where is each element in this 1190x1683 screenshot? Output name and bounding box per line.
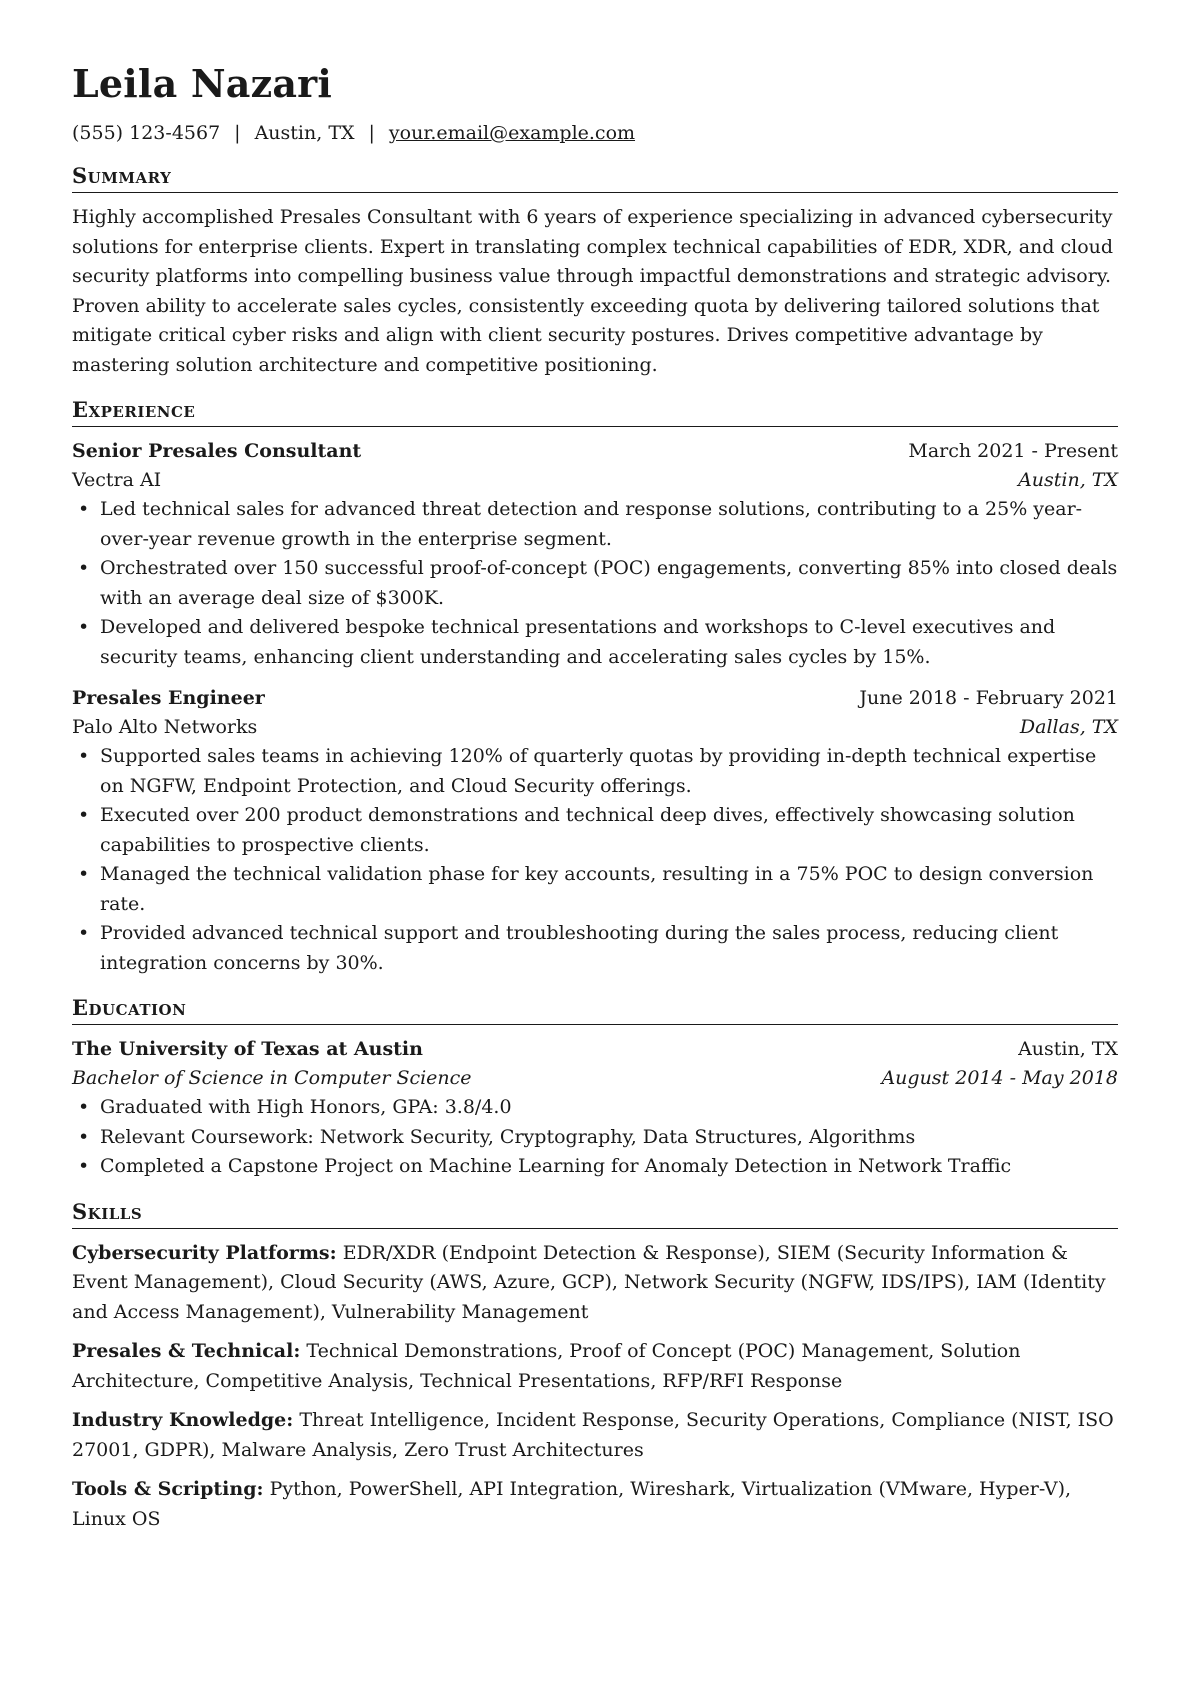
skill-label: Cybersecurity Platforms: (72, 1241, 337, 1264)
list-item: • Developed and delivered bespoke technical presentations and workshops to C-level executives and security teams, enhancing client understanding and accelerating sales cycles by 15%. (100, 613, 1118, 672)
skill-text: EDR/XDR (Endpoint Detection & Response), SIEM (Security Information & Event Management), Cloud Security (AWS, Azure, GCP), Network Security (NGFW, IDS/IPS), IAM (Identity and Access Management), Vulnerability Management (72, 1241, 1106, 1323)
skill-label: Industry Knowledge: (72, 1409, 294, 1431)
job-dates: June 2018 - February 2021 (859, 687, 1118, 709)
job-header-row (72, 437, 1118, 466)
skill-text: Technical Demonstrations, Proof of Concept (POC) Management, Solution Architecture, Competitive Analysis, Technical Presentations, RFP/RFI Response (72, 1340, 1021, 1392)
section-title-experience: Experience (72, 396, 1118, 427)
location: Austin, TX (254, 122, 355, 144)
degree: Bachelor of Science in Computer Science (72, 1067, 472, 1089)
section-title-skills: Skills (72, 1198, 1118, 1229)
job-company: Palo Alto Networks (72, 716, 258, 738)
school-location: Austin, TX (1018, 1038, 1118, 1060)
job-header-row (72, 684, 1118, 713)
skill-text: Python, PowerShell, API Integration, Wireshark, Virtualization (VMware, Hyper-V), Linux OS (72, 1478, 1072, 1530)
list-item: • Relevant Coursework: Network Security, Cryptography, Data Structures, Algorithms (100, 1123, 1118, 1153)
experience-section (72, 396, 1118, 978)
education-bullets (72, 1093, 1118, 1182)
job-location: Dallas, TX (1019, 716, 1118, 738)
phone-number: (555) 123-4567 (72, 122, 221, 144)
job-bullets (72, 742, 1118, 978)
job-entry (72, 437, 1118, 672)
skill-group (72, 1239, 1118, 1328)
job-company-row (72, 713, 1118, 742)
education-header-row (72, 1035, 1118, 1064)
skills-section (72, 1198, 1118, 1535)
skill-group (72, 1337, 1118, 1396)
job-entry (72, 684, 1118, 978)
skill-label: Tools & Scripting: (72, 1478, 264, 1500)
job-dates: March 2021 - Present (908, 440, 1118, 462)
list-item: • Supported sales teams in achieving 120% of quarterly quotas by providing in-depth technical expertise on NGFW, Endpoint Protection, and Cloud Security offerings. (100, 742, 1118, 801)
job-location: Austin, TX (1018, 469, 1118, 491)
candidate-name: Leila Nazari (72, 61, 333, 106)
school-name: The University of Texas at Austin (72, 1038, 423, 1060)
job-company-row (72, 466, 1118, 495)
job-bullets (72, 495, 1118, 672)
section-title-education: Education (72, 994, 1118, 1025)
list-item: • Completed a Capstone Project on Machine Learning for Anomaly Detection in Network Traffic (100, 1152, 1118, 1182)
education-dates: August 2014 - May 2018 (881, 1067, 1118, 1089)
list-item: • Managed the technical validation phase for key accounts, resulting in a 75% POC to design conversion rate. (100, 860, 1118, 919)
summary-section (72, 162, 1118, 380)
skill-group (72, 1406, 1118, 1465)
job-company: Vectra AI (72, 469, 162, 491)
skill-group (72, 1475, 1118, 1534)
skill-text: Threat Intelligence, Incident Response, Security Operations, Compliance (NIST, ISO 27001, GDPR), Malware Analysis, Zero Trust Architectures (72, 1409, 1114, 1461)
education-degree-row (72, 1064, 1118, 1093)
education-entry (72, 1035, 1118, 1182)
email-link[interactable]: your.email@example.com (388, 122, 636, 144)
list-item: • Provided advanced technical support and troubleshooting during the sales process, reducing client integration concerns by 30%. (100, 919, 1118, 978)
skill-label: Presales & Technical: (72, 1340, 301, 1362)
contact-separator: | (234, 122, 241, 144)
job-role: Senior Presales Consultant (72, 440, 362, 462)
contact-line (72, 120, 1118, 146)
list-item: • Executed over 200 product demonstrations and technical deep dives, effectively showcasing solution capabilities to prospective clients. (100, 801, 1118, 860)
contact-separator: | (368, 122, 375, 144)
list-item: • Led technical sales for advanced threat detection and response solutions, contributing to a 25% year-over-year revenue growth in the enterprise segment. (100, 495, 1118, 554)
education-section (72, 994, 1118, 1182)
list-item: • Graduated with High Honors, GPA: 3.8/4.0 (100, 1093, 1118, 1123)
job-role: Presales Engineer (72, 687, 265, 709)
section-title-summary: Summary (72, 162, 1118, 193)
summary-text: Highly accomplished Presales Consultant with 6 years of experience specializing in advanced cybersecurity solutions for enterprise clients. Expert in translating complex technical capabilities of EDR, XDR, and cloud security platforms into compelling business value through impactful demonstrations and strategic advisory. Proven ability to accelerate sales cycles, consistently exceeding quota by delivering tailored solutions that mitigate critical cyber risks and align with client security postures. Drives competitive advantage by mastering solution architecture and competitive positioning. (72, 206, 1114, 376)
list-item: • Orchestrated over 150 successful proof-of-concept (POC) engagements, converting 85% into closed deals with an average deal size of $300K. (100, 554, 1118, 613)
